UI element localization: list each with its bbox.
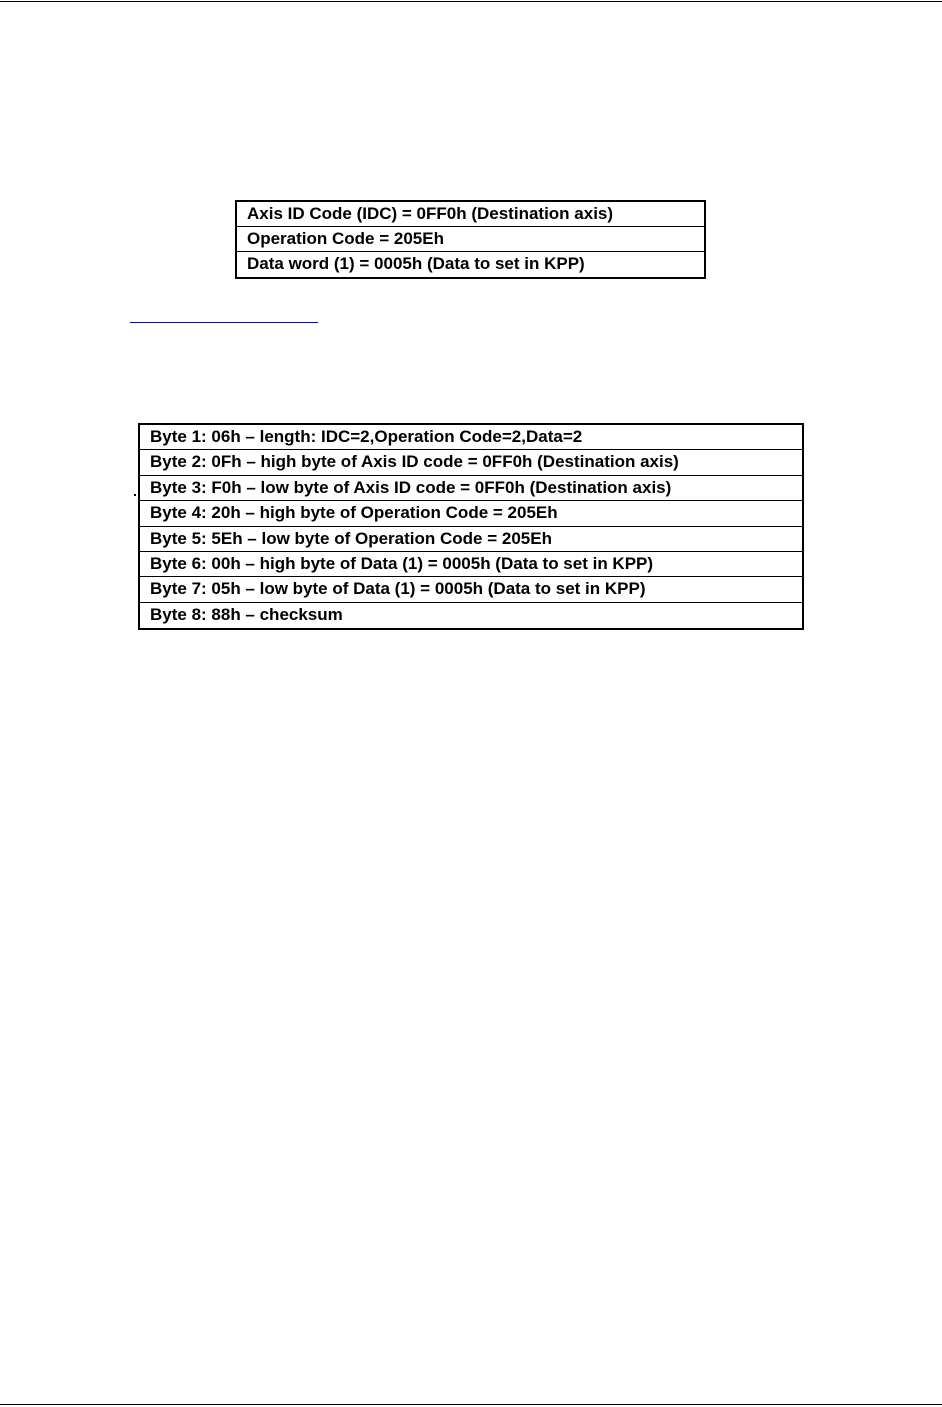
byte-row-1: Byte 1: 06h – length: IDC=2,Operation Code=2,Data=2: [140, 425, 802, 450]
byte-row-2: Byte 2: 0Fh – high byte of Axis ID code = 0FF0h (Destination axis): [140, 450, 802, 475]
byte-row-3: Byte 3: F0h – low byte of Axis ID code = 0FF0h (Destination axis): [140, 476, 802, 501]
byte-row-4: Byte 4: 20h – high byte of Operation Code = 205Eh: [140, 501, 802, 526]
page-footer-rule: [0, 1404, 942, 1405]
stray-mark: [134, 494, 136, 496]
message-row-axis-id: Axis ID Code (IDC) = 0FF0h (Destination axis): [237, 202, 704, 227]
page-header-rule: [0, 1, 942, 2]
byte-row-8: Byte 8: 88h – checksum: [150, 604, 343, 624]
message-row-data-word: Data word (1) = 0005h (Data to set in KPP): [247, 254, 585, 273]
byte-row-7: Byte 7: 05h – low byte of Data (1) = 0005h (Data to set in KPP): [140, 577, 802, 602]
byte-row-6: Byte 6: 00h – high byte of Data (1) = 0005h (Data to set in KPP): [140, 552, 802, 577]
message-row-operation-code: Operation Code = 205Eh: [237, 227, 704, 252]
message-fields-table: [235, 200, 706, 279]
byte-row-5: Byte 5: 5Eh – low byte of Operation Code = 205Eh: [140, 527, 802, 552]
byte-sequence-table: [138, 423, 804, 630]
hyperlink-underline[interactable]: [130, 322, 318, 323]
